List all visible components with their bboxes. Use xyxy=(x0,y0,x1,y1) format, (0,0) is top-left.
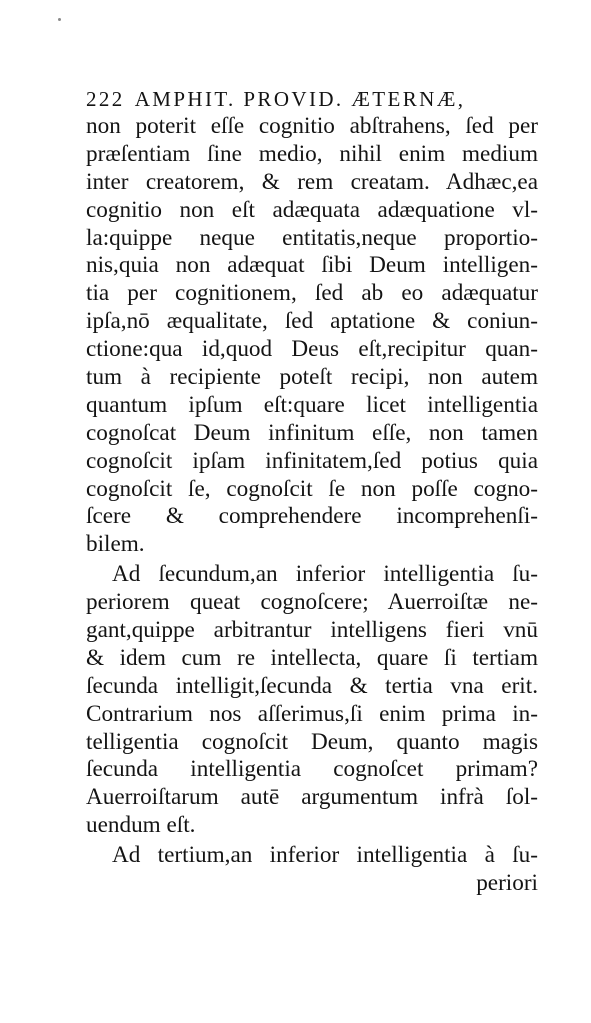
text-line: uendum eſt. xyxy=(86,812,196,839)
running-title: AMPHIT. PROVID. ÆTERNÆ, xyxy=(134,87,466,111)
text-line: periorem queat cognoſcere; Auerroiſtæ ne- xyxy=(86,589,538,616)
text-line: ſcere & comprehendere incomprehenſi- xyxy=(86,503,538,530)
text-line: telligentia cognoſcit Deum, quanto magis xyxy=(86,728,538,755)
text-line: tum à recipiente poteſt recipi, non autem xyxy=(86,364,538,391)
text-line: inter creatorem, & rem creatam. Adhæc,ea xyxy=(86,168,538,195)
text-line: non poterit eſſe cognitio abſtrahens, ſed per xyxy=(86,113,538,139)
text-line: ſecunda intelligentia cognoſcet primam? xyxy=(86,756,538,783)
paper-speck xyxy=(58,18,61,21)
text-line: cognoſcit ipſam infinitatem,ſed potius quia xyxy=(86,447,538,474)
text-line: cognitio non eſt adæquata adæquatione vl- xyxy=(86,196,538,223)
text-line: ſecunda intelligit,ſecunda & tertia vna erit. xyxy=(86,672,538,699)
paragraph-3 xyxy=(86,842,538,870)
text-line: Contrarium nos aſſerimus,ſi enim prima in- xyxy=(86,700,538,727)
text-line: ctione:qua id,quod Deus eſt,recipitur quan- xyxy=(86,336,538,363)
text-line: & idem cum re intellecta, quare ſi tertiam xyxy=(86,644,538,671)
text-line: bilem. xyxy=(86,531,145,558)
paragraph-1 xyxy=(86,113,538,559)
text-line: gant,quippe arbitrantur intelligens fieri vnū xyxy=(86,617,538,644)
text-line: nis,quia non adæquat ſibi Deum intelligen- xyxy=(86,252,538,279)
text-line: Auerroiſtarum autē argumentum infrà ſol- xyxy=(86,784,538,811)
paragraph-2 xyxy=(86,561,538,840)
running-head xyxy=(86,84,546,114)
text-line: ipſa,nō æqualitate, ſed aptatione & coniun- xyxy=(86,308,538,335)
text-line: præſentiam ſine medio, nihil enim medium xyxy=(86,140,538,167)
page-number: 222 xyxy=(86,87,125,111)
text-line: cognoſcit ſe, cognoſcit ſe non poſſe cogno- xyxy=(86,475,538,502)
catchword: periori xyxy=(476,870,538,897)
text-line: tia per cognitionem, ſed ab eo adæquatur xyxy=(86,280,538,307)
text-line: Ad ſecundum,an inferior intelligentia ſu- xyxy=(112,561,538,588)
body-text xyxy=(86,113,538,898)
text-line: cognoſcat Deum infinitum eſſe, non tamen xyxy=(86,419,538,446)
text-line: quantum ipſum eſt:quare licet intelligentia xyxy=(86,391,538,418)
text-line: Ad tertium,an inferior intelligentia à ſu- xyxy=(112,842,538,869)
text-line: la:quippe neque entitatis,neque proportio- xyxy=(86,224,538,251)
